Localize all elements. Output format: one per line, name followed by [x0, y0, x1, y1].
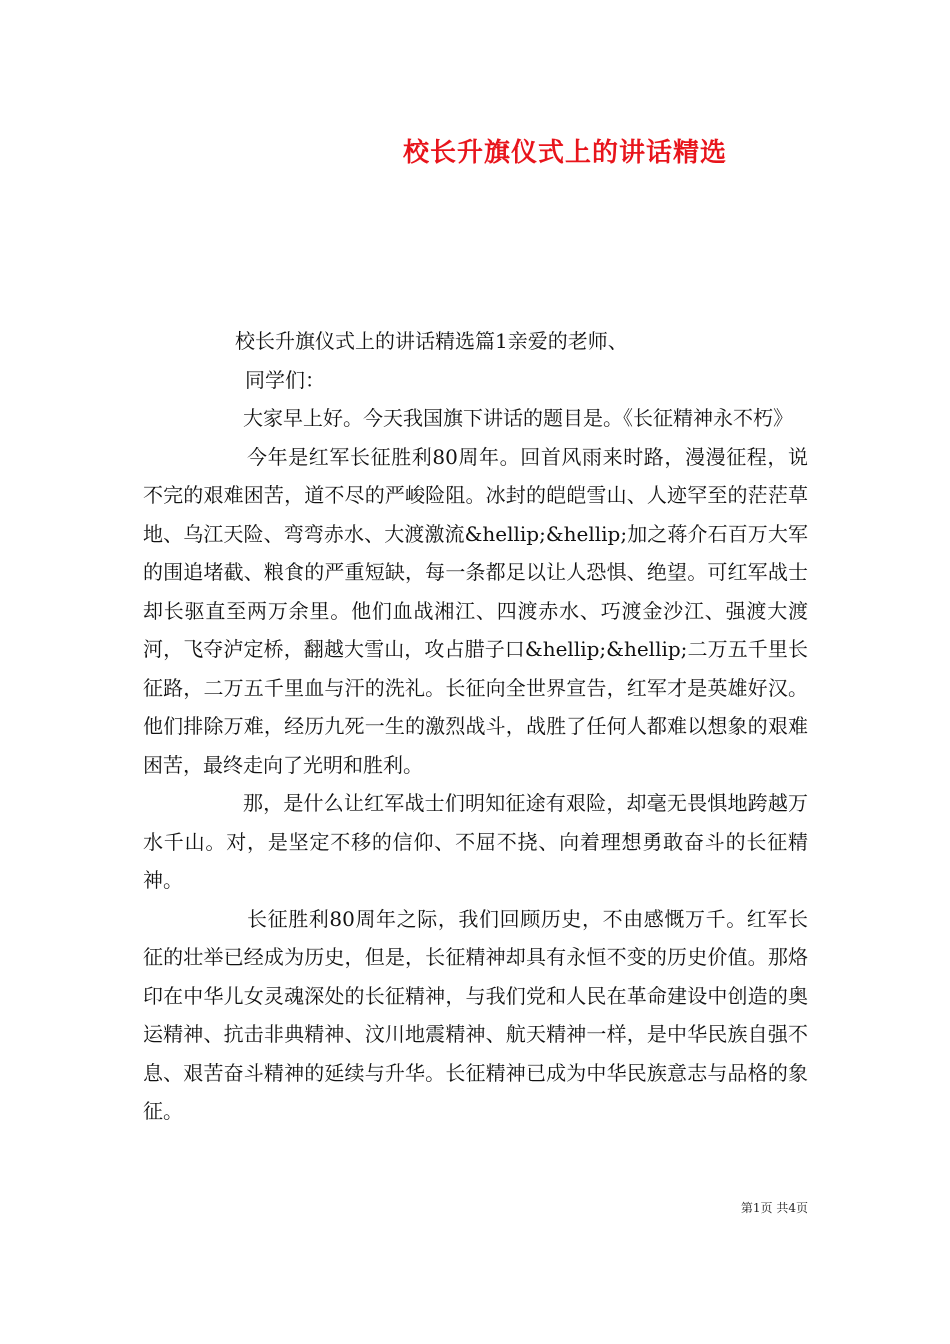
paragraph: 那，是什么让红军战士们明知征途有艰险，却毫无畏惧地跨越万水千山。对，是坚定不移的信仰、不屈不挠、向着理想勇敢奋斗的长征精神。 [143, 791, 808, 892]
document-title: 校长升旗仪式上的讲话精选 [402, 138, 727, 168]
paragraph: 同学们： [245, 367, 325, 392]
paragraph: 长征胜利80周年之际，我们回顾历史，不由感慨万千。红军长征的壮举已经成为历史，但是，长征精神却具有永恒不变的历史价值。那烙印在中华儿女灵魂深处的长征精神，与我们党和人民在革命建设中创造的奥运精神、抗击非典精神、汶川地震精神、航天精神一样，是中华民族自强不息、艰苦奋斗精神的延续与升华。长征精神已成为中华民族意志与品格的象征。 [143, 906, 808, 1123]
paragraph: 校长升旗仪式上的讲话精选篇1亲爱的老师、 [235, 329, 628, 353]
paragraph: 今年是红军长征胜利80周年。回首风雨来时路，漫漫征程，说不完的艰难困苦，道不尽的严峻险阻。冰封的皑皑雪山、人迹罕至的茫茫草地、乌江天险、弯弯赤水、大渡激流&hellip;&hellip;加之蒋介石百万大军的围追堵截、粮食的严重短缺，每一条都足以让人恐惧、绝望。可红军战士却长驱直至两万余里。他们血战湘江、四渡赤水、巧渡金沙江、强渡大渡河，飞夺泸定桥，翻越大雪山，攻占腊子口&hellip;&hellip;二万五千里长征路，二万五千里血与汗的洗礼。长征向全世界宣告，红军才是英雄好汉。他们排除万难，经历九死一生的激烈战斗，战胜了任何人都难以想象的艰难困苦，最终走向了光明和胜利。 [143, 444, 808, 777]
page-number: 第1页 共4页 [740, 1201, 808, 1215]
paragraph: 大家早上好。今天我国旗下讲话的题目是。《长征精神永不朽》 [243, 406, 793, 430]
document-body [143, 322, 808, 1131]
